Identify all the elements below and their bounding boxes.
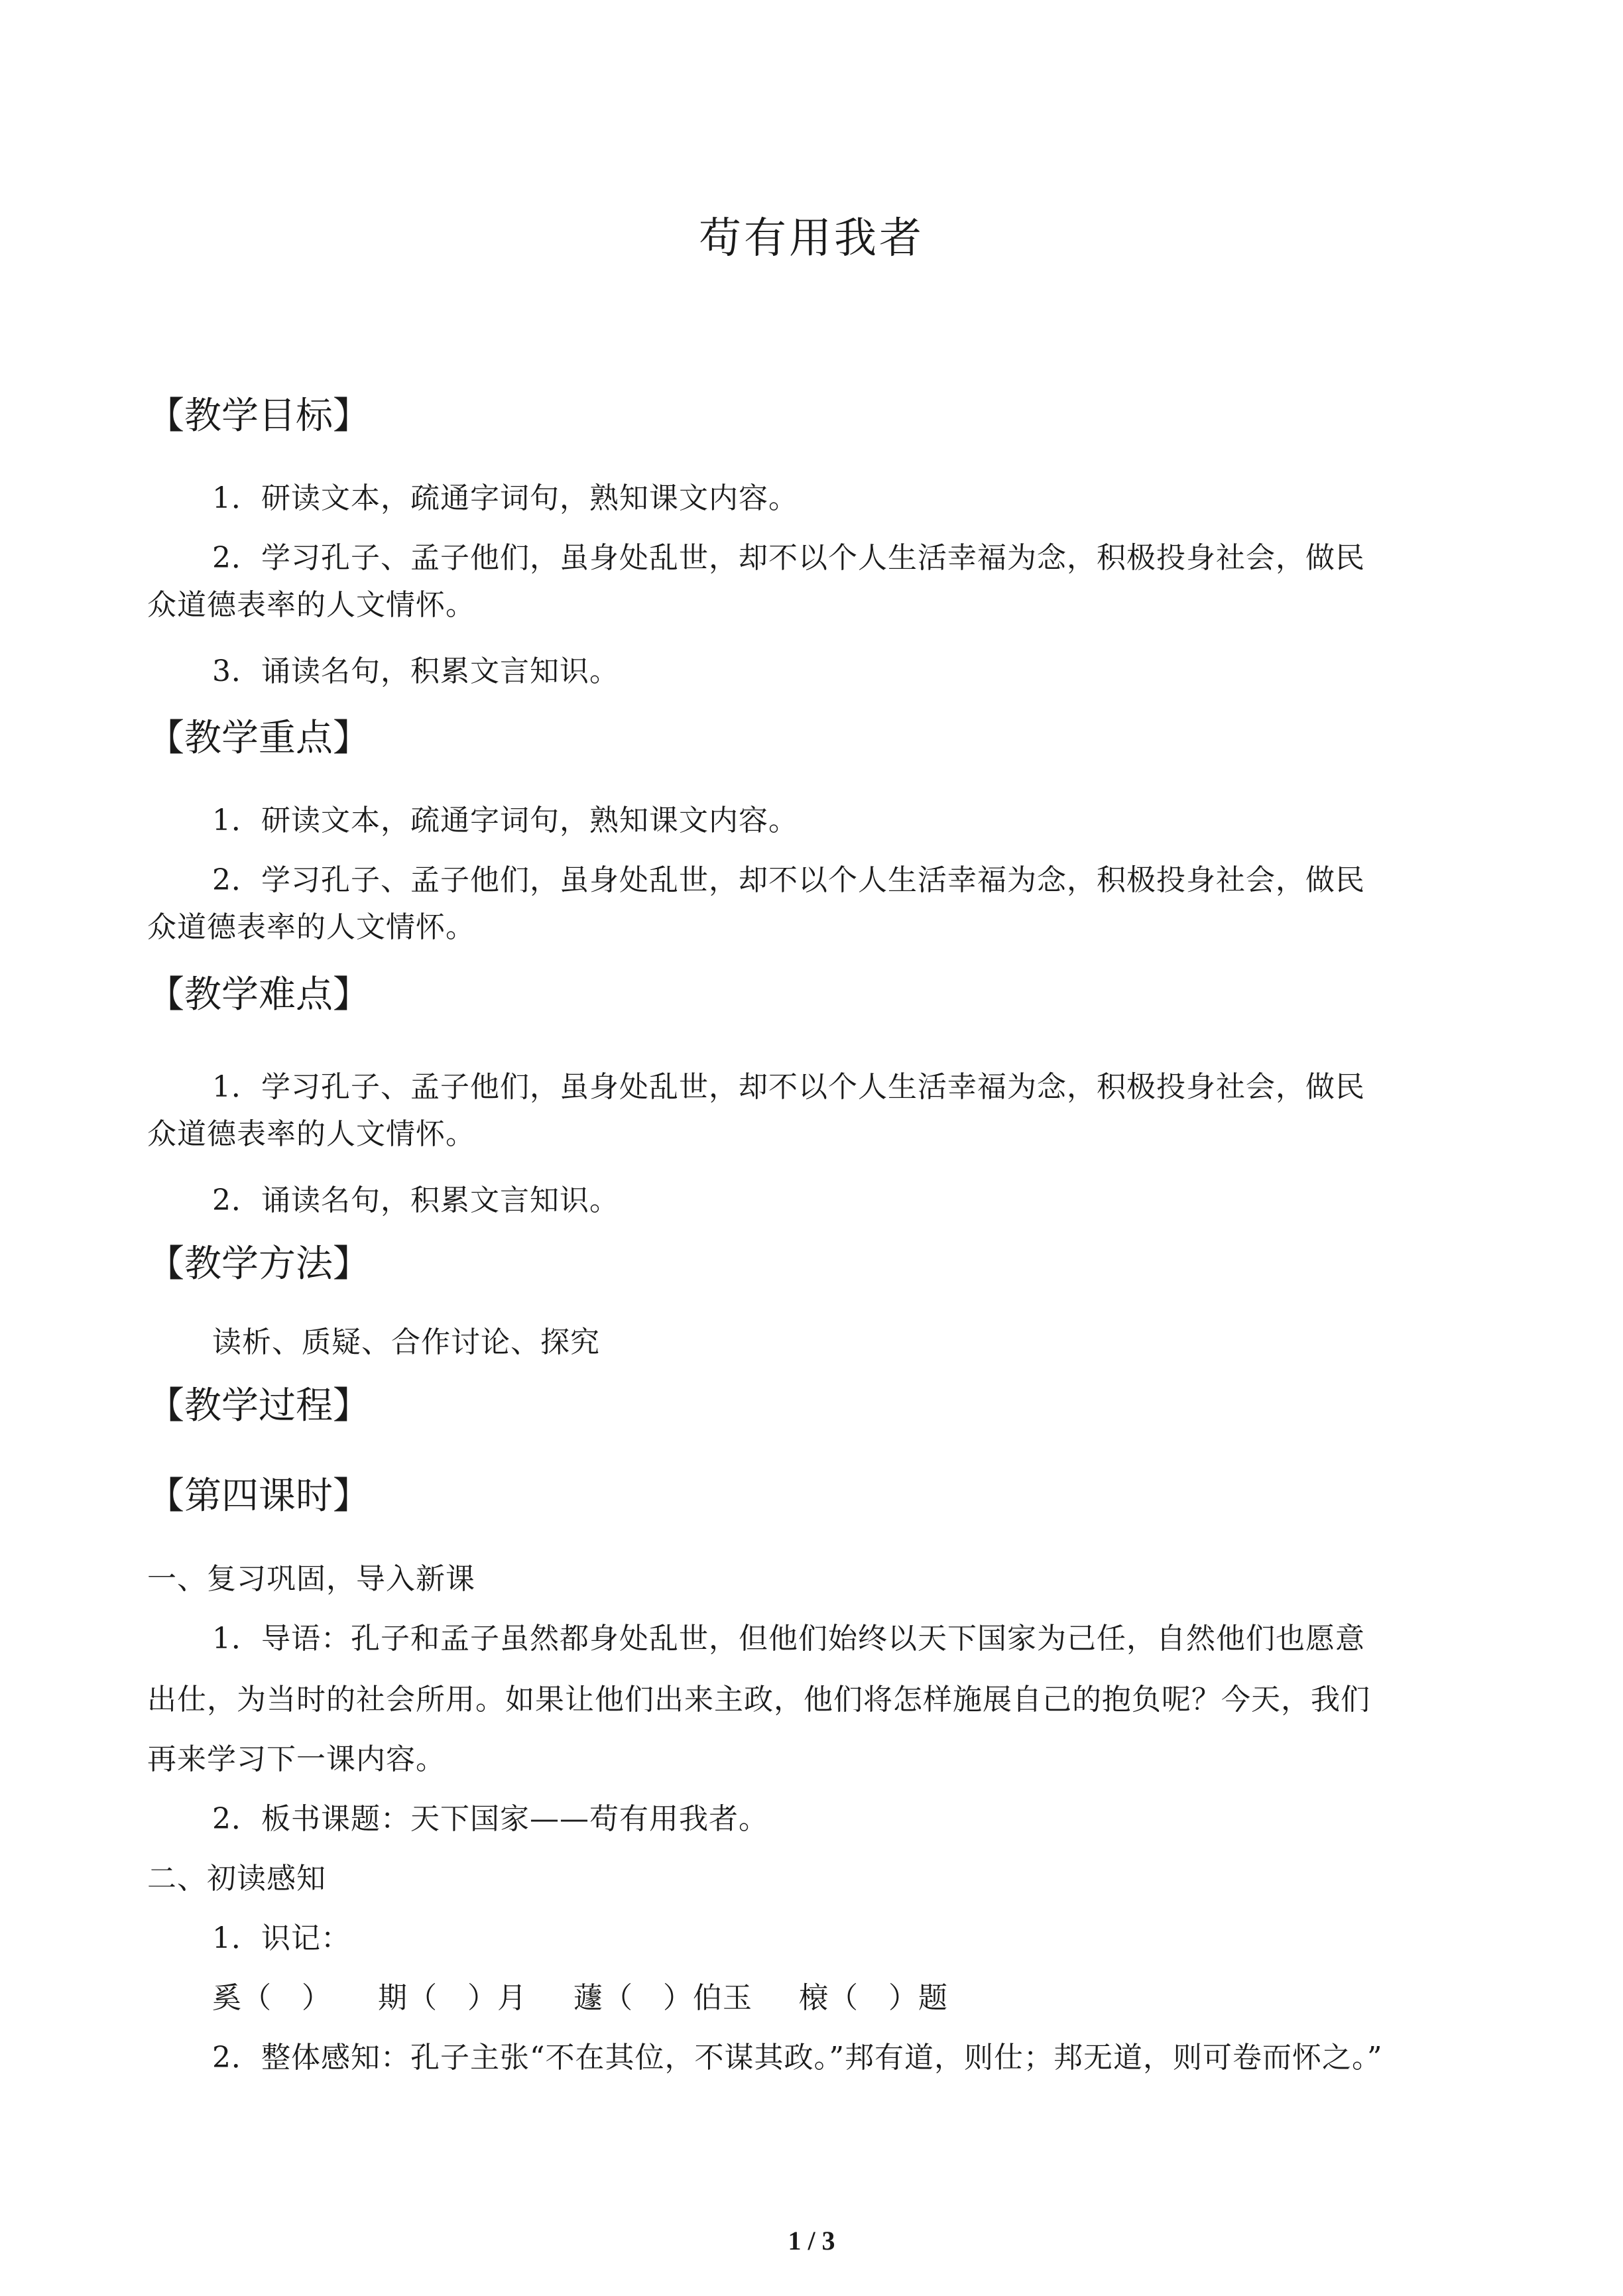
part2-title: 二、初读感知 <box>147 1862 326 1896</box>
part1-para2: 2．板书课题：天下国家——苟有用我者。 <box>212 1802 768 1836</box>
part1-para1-cont1: 出仕，为当时的社会所用。如果让他们出来主政，他们将怎样施展自己的抱负呢？今天，我们 <box>147 1683 1370 1717</box>
goals-item-2-cont: 众道德表率的人文情怀。 <box>147 588 475 622</box>
methods-text: 读析、质疑、合作讨论、探究 <box>212 1325 600 1359</box>
overview-text: 2．整体感知：孔子主张“不在其位，不谋其政。”邦有道，则仕；邦无道，则可卷而怀之。” <box>212 2041 1383 2075</box>
section-heading-methods: 【教学方法】 <box>147 1242 370 1286</box>
recognition-item: 奚（ ） <box>212 1981 331 2015</box>
section-heading-keypoints: 【教学重点】 <box>147 717 370 760</box>
recognition-label: 1．识记： <box>212 1921 351 1955</box>
keypoints-item-2-cont: 众道德表率的人文情怀。 <box>147 910 475 944</box>
keypoints-item-2: 2．学习孔子、孟子他们，虽身处乱世，却不以个人生活幸福为念，积极投身社会，做民 <box>212 863 1365 897</box>
goals-item-3: 3．诵读名句，积累文言知识。 <box>212 654 619 688</box>
part1-para1: 1．导语：孔子和孟子虽然都身处乱世，但他们始终以天下国家为己任，自然他们也愿意 <box>212 1622 1365 1656</box>
part1-para1-cont2: 再来学习下一课内容。 <box>147 1742 446 1776</box>
recognition-item: 期（ ）月 <box>378 1981 527 2015</box>
section-heading-difficulties: 【教学难点】 <box>147 973 370 1016</box>
keypoints-item-1: 1．研读文本，疏通字词句，熟知课文内容。 <box>212 804 798 837</box>
page-title: 苟有用我者 <box>699 214 924 263</box>
recognition-items <box>212 1980 948 2017</box>
recognition-item: 榱（ ）题 <box>799 1981 948 2015</box>
difficulties-item-1-cont: 众道德表率的人文情怀。 <box>147 1117 475 1151</box>
difficulties-item-1: 1．学习孔子、孟子他们，虽身处乱世，却不以个人生活幸福为念，积极投身社会，做民 <box>212 1070 1365 1104</box>
section-heading-process: 【教学过程】 <box>147 1384 370 1427</box>
part1-title: 一、复习巩固，导入新课 <box>147 1562 475 1596</box>
section-heading-goals: 【教学目标】 <box>147 394 370 438</box>
page-number: 1 / 3 <box>788 2226 835 2256</box>
section-heading-lesson4: 【第四课时】 <box>147 1475 370 1518</box>
goals-item-2: 2．学习孔子、孟子他们，虽身处乱世，却不以个人生活幸福为念，积极投身社会，做民 <box>212 541 1365 575</box>
goals-item-1: 1．研读文本，疏通字词句，熟知课文内容。 <box>212 481 798 515</box>
recognition-item: 蘧（ ）伯玉 <box>573 1981 752 2015</box>
difficulties-item-2: 2．诵读名句，积累文言知识。 <box>212 1183 619 1217</box>
